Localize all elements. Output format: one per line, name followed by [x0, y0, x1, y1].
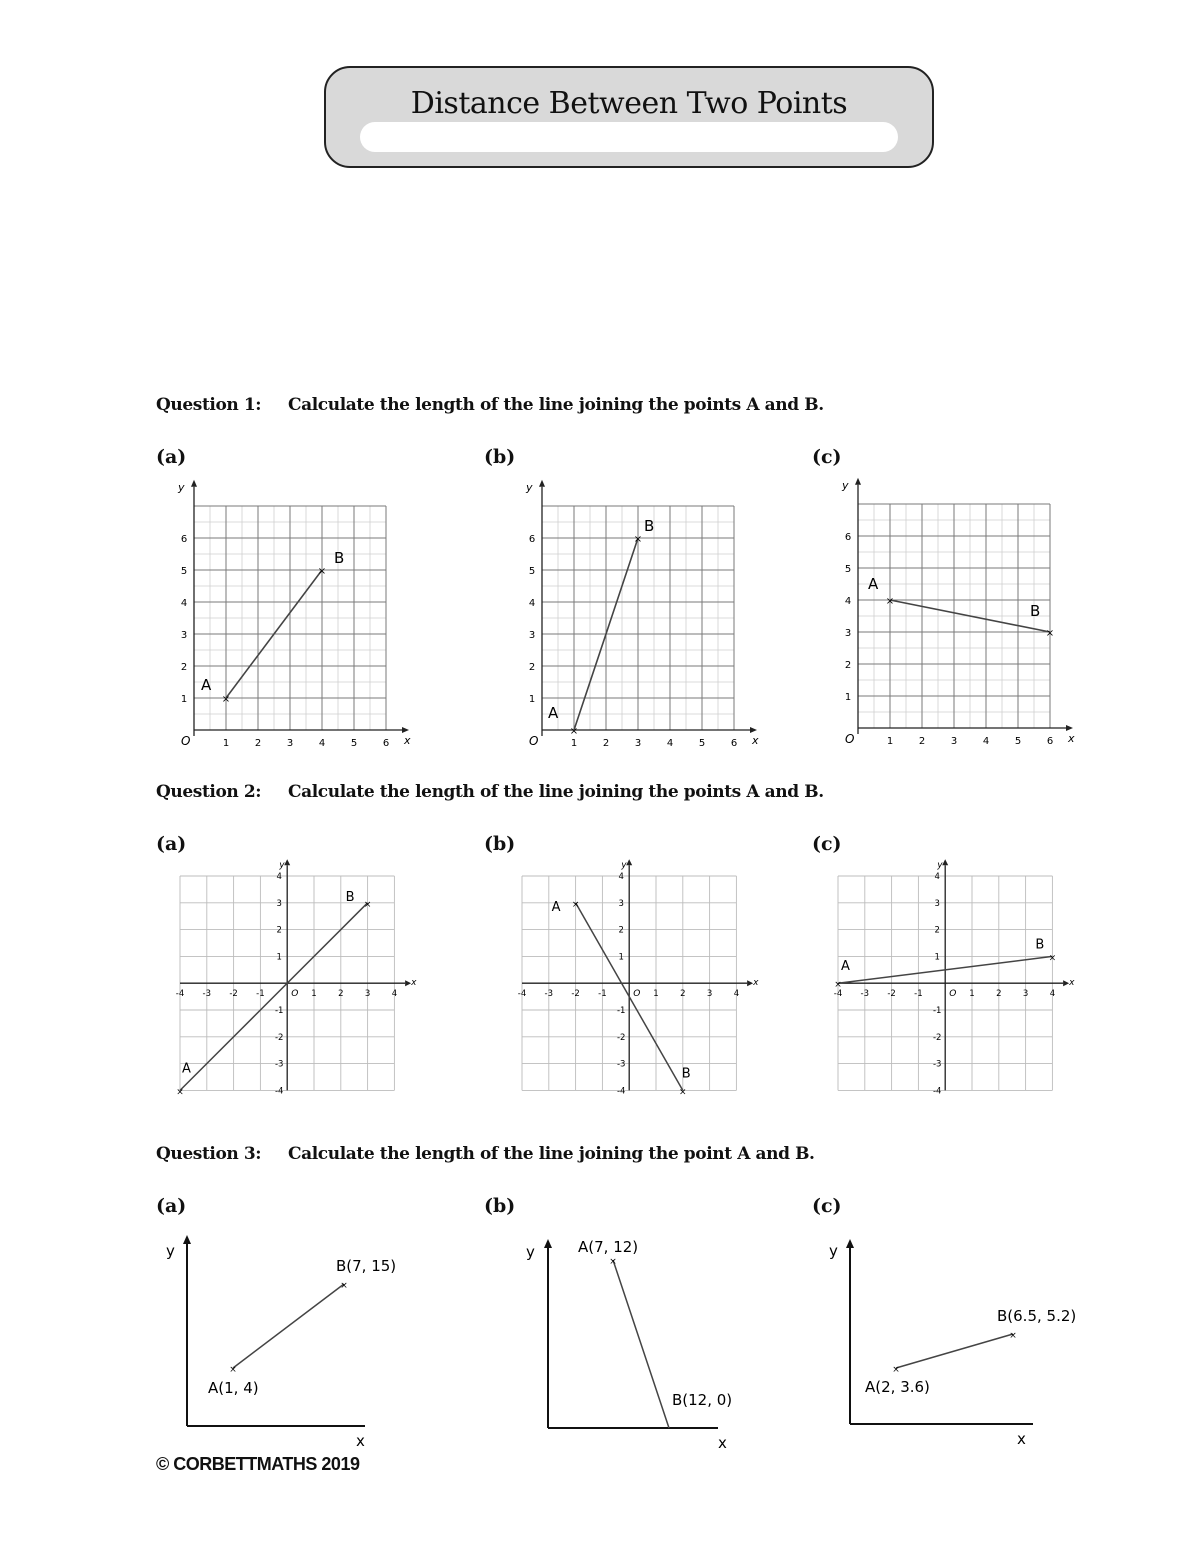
q2a-x-tick-label: 2 — [338, 989, 344, 1000]
q2a-y-tick-label: -2 — [274, 1032, 284, 1043]
q2a-origin-label: O — [291, 989, 299, 1000]
q2b-y-tick-label: 4 — [618, 872, 624, 882]
q1c-point-a-label: A — [868, 575, 879, 593]
q2c-y-tick-label: 2 — [934, 925, 940, 936]
q3b-x-label: x — [718, 1434, 727, 1452]
q1b-point-a-label: A — [548, 704, 559, 722]
q2b-point-b-marker: × — [679, 1087, 687, 1098]
q2a-point-a-label: A — [182, 1061, 191, 1077]
q1-part-a-label: (a) — [156, 446, 187, 468]
q2b-y-arrow — [626, 859, 632, 865]
q1a-x-tick-label: 4 — [318, 738, 326, 749]
q1a-x-tick-label: 3 — [286, 738, 294, 749]
q2c-x-tick-label: 1 — [969, 989, 975, 1000]
q2c-point-b-label: B — [1035, 937, 1045, 953]
q2a-point-b-label: B — [345, 889, 355, 905]
q2c-x-tick-label: -3 — [860, 989, 870, 1000]
q2b-y-tick-label: -1 — [616, 1006, 626, 1016]
q1a-y-tick-label: 6 — [180, 534, 188, 545]
q1b-point-b-marker: × — [633, 534, 643, 545]
q2b-y-tick-label: 1 — [618, 952, 624, 963]
q1c-y-tick-label: 3 — [844, 628, 852, 639]
q1c-x-tick-label: 6 — [1046, 736, 1054, 747]
q1b-x-tick-label: 1 — [570, 738, 578, 749]
q3c-point-b-marker: × — [1009, 1331, 1017, 1341]
q1a-point-a-label: A — [201, 676, 212, 694]
q3b-graph — [512, 1230, 772, 1455]
q2a-point-a-marker: × — [176, 1087, 184, 1098]
q3c-point-a-marker: × — [892, 1365, 900, 1375]
q1-part-b-label: (b) — [484, 446, 516, 468]
q1a-x-arrow — [402, 727, 409, 733]
q1c-x-tick-label: 1 — [886, 736, 894, 747]
q2c-origin-label: O — [949, 989, 957, 1000]
q3a-point-a-marker: × — [229, 1365, 237, 1375]
q1b-x-tick-label: 3 — [634, 738, 642, 749]
q1a-point-b-label: B — [334, 549, 345, 567]
q3c-segment — [896, 1334, 1013, 1368]
q2a-y-tick-label: 4 — [276, 872, 282, 882]
q1b-y-label: y — [526, 480, 533, 494]
q2b-x-tick-label: 4 — [733, 989, 740, 1000]
q2a-y-tick-label: 2 — [276, 925, 282, 936]
q2a-point-b-marker: × — [363, 899, 372, 910]
q1a-y-tick-label: 2 — [180, 662, 188, 673]
q1a-y-tick-label: 5 — [180, 566, 188, 577]
q1b-graph — [518, 480, 758, 750]
q1c-y-tick-label: 2 — [844, 660, 852, 671]
q2a-x-tick-label: 4 — [391, 989, 398, 1000]
q3b-point-a-label: A(7, 12) — [578, 1238, 639, 1256]
copyright-footer: © CORBETTMATHS 2019 — [156, 1454, 360, 1474]
q3a-point-b-label: B(7, 15) — [336, 1257, 397, 1275]
q1a-x-tick-label: 1 — [222, 738, 230, 749]
q1b-x-tick-label: 2 — [602, 738, 610, 749]
q2b-point-a-marker: × — [571, 899, 580, 910]
q3a-y-arrow — [183, 1235, 191, 1244]
q2c-x-tick-label: 2 — [996, 989, 1002, 1000]
q2a-y-tick-label: -4 — [274, 1086, 284, 1097]
q1b-x-arrow — [750, 727, 757, 733]
q2-part-b-label: (b) — [484, 833, 516, 855]
q1b-y-tick-label: 6 — [528, 534, 536, 545]
q3-part-b-label: (b) — [484, 1195, 516, 1217]
q1b-y-arrow — [539, 480, 545, 487]
q2b-point-a-label: A — [551, 899, 561, 915]
q2c-point-a-marker: × — [834, 980, 842, 991]
q2c-y-tick-label: 3 — [934, 898, 940, 909]
q1c-point-b-label: B — [1030, 602, 1041, 620]
q2b-x-tick-label: -1 — [598, 989, 607, 1000]
q1a-y-tick-label: 1 — [180, 694, 188, 705]
q2c-y-arrow — [942, 859, 948, 865]
q2a-y-tick-label: 3 — [276, 898, 282, 909]
q1b-y-tick-label: 2 — [528, 662, 536, 673]
q2b-x-tick-label: -2 — [571, 989, 580, 1000]
page-title: Distance Between Two Points — [410, 86, 848, 121]
q2c-y-tick-label: -1 — [932, 1006, 942, 1016]
question-2-text: Calculate the length of the line joining the points A and B. — [288, 782, 824, 802]
q2b-y-tick-label: 2 — [618, 925, 624, 936]
q1b-x-tick-label: 5 — [698, 738, 706, 749]
q2a-x-label: x — [411, 978, 417, 989]
q3a-segment — [233, 1284, 344, 1368]
q2a-x-tick-label: 1 — [311, 989, 317, 1000]
q1c-y-tick-label: 6 — [844, 532, 852, 543]
q2c-x-tick-label: -2 — [887, 989, 896, 1000]
q3b-y-arrow — [544, 1239, 552, 1248]
q1a-point-b-marker: × — [317, 566, 327, 577]
q1a-x-tick-label: 6 — [382, 738, 390, 749]
q3a-x-label: x — [356, 1432, 365, 1450]
q2b-graph — [514, 856, 759, 1098]
q1c-y-tick-label: 5 — [844, 564, 852, 575]
q2a-x-tick-label: -2 — [229, 989, 238, 1000]
q2a-x-tick-label: -3 — [202, 989, 212, 1000]
q2c-y-tick-label: -2 — [932, 1032, 942, 1043]
q2a-graph — [172, 856, 417, 1098]
q2b-x-tick-label: 2 — [680, 989, 686, 1000]
q1a-point-a-marker: × — [221, 694, 231, 705]
q1a-origin-label: O — [181, 734, 191, 748]
title-subtitle-redacted — [360, 122, 898, 152]
q1c-y-tick-label: 4 — [844, 596, 852, 607]
question-2-header — [156, 782, 824, 802]
q3b-y-label: y — [526, 1243, 535, 1261]
q1a-y-tick-label: 3 — [180, 630, 188, 641]
q1b-y-tick-label: 5 — [528, 566, 536, 577]
q1b-point-b-label: B — [644, 517, 655, 535]
q1c-origin-label: O — [845, 732, 855, 746]
q2b-x-tick-label: 1 — [653, 989, 659, 1000]
q2c-graph — [830, 856, 1075, 1097]
q2a-x-tick-label: -4 — [175, 989, 185, 1000]
q1b-x-tick-label: 4 — [666, 738, 674, 749]
q1b-origin-label: O — [529, 734, 539, 748]
question-1-number: Question 1: — [156, 395, 262, 415]
q2c-x-tick-label: 4 — [1049, 989, 1056, 1000]
q2c-point-b-marker: × — [1048, 953, 1057, 964]
q1a-x-tick-label: 5 — [350, 738, 358, 749]
q2-part-a-label: (a) — [156, 833, 187, 855]
q1a-x-label: x — [404, 734, 411, 747]
q1c-point-a-marker: × — [885, 596, 895, 607]
q2c-x-tick-label: -4 — [833, 989, 843, 1000]
q1a-graph — [170, 480, 410, 750]
q1b-y-tick-label: 3 — [528, 630, 536, 641]
q2a-y-tick-label: 1 — [276, 952, 282, 963]
q1a-y-tick-label: 4 — [180, 598, 188, 609]
q3a-graph — [150, 1230, 410, 1455]
q1b-y-tick-label: 1 — [528, 694, 536, 705]
q2b-y-tick-label: -3 — [616, 1059, 626, 1070]
q3c-y-arrow — [846, 1239, 854, 1248]
q3b-point-b-label: B(12, 0) — [672, 1391, 733, 1409]
q1b-x-label: x — [752, 734, 759, 747]
q1c-x-tick-label: 3 — [950, 736, 958, 747]
q3a-y-label: y — [166, 1242, 175, 1260]
question-3-header — [156, 1144, 815, 1164]
q2c-y-tick-label: -3 — [932, 1059, 942, 1070]
q2a-y-label: y — [279, 860, 285, 871]
q2b-y-tick-label: -4 — [616, 1086, 626, 1097]
q2a-y-tick-label: -3 — [274, 1059, 284, 1070]
q2a-y-arrow — [284, 859, 290, 865]
q2c-x-tick-label: -1 — [914, 989, 923, 1000]
q3a-point-b-marker: × — [340, 1281, 348, 1291]
q2-part-c-label: (c) — [812, 833, 842, 855]
q1a-y-label: y — [178, 480, 185, 494]
question-3-text: Calculate the length of the line joining the point A and B. — [288, 1144, 815, 1164]
question-1-text: Calculate the length of the line joining the points A and B. — [288, 395, 824, 415]
q1c-x-label: x — [1068, 732, 1075, 745]
q1a-y-arrow — [191, 480, 197, 487]
q2a-x-tick-label: 3 — [364, 989, 371, 1000]
q1b-x-tick-label: 6 — [730, 738, 738, 749]
q3c-point-a-label: A(2, 3.6) — [865, 1378, 930, 1396]
q3c-x-label: x — [1017, 1430, 1026, 1448]
q1c-x-arrow — [1066, 725, 1073, 731]
q3-part-a-label: (a) — [156, 1195, 187, 1217]
question-1-header — [156, 395, 824, 415]
q1c-x-tick-label: 2 — [918, 736, 926, 747]
q1a-x-tick-label: 2 — [254, 738, 262, 749]
q2b-origin-label: O — [633, 989, 641, 1000]
q3-part-c-label: (c) — [812, 1195, 842, 1217]
q3b-segment — [613, 1260, 669, 1428]
q1c-y-label: y — [842, 478, 849, 492]
q2b-x-tick-label: -3 — [544, 989, 554, 1000]
q2b-x-tick-label: -4 — [517, 989, 527, 1000]
q1c-y-tick-label: 1 — [844, 692, 852, 703]
q3c-y-label: y — [829, 1242, 838, 1260]
q1b-y-tick-label: 4 — [528, 598, 536, 609]
q2c-x-label: x — [1069, 978, 1075, 989]
q1b-point-a-marker: × — [569, 726, 579, 737]
q2a-y-tick-label: -1 — [274, 1006, 284, 1016]
q2c-y-tick-label: -4 — [932, 1086, 942, 1097]
q1c-x-tick-label: 4 — [982, 736, 990, 747]
q2b-point-b-label: B — [681, 1066, 691, 1082]
q1c-graph — [834, 478, 1074, 748]
q2b-x-label: x — [753, 978, 759, 989]
question-2-number: Question 2: — [156, 782, 262, 802]
question-3-number: Question 3: — [156, 1144, 262, 1164]
q3b-point-a-marker: × — [609, 1257, 617, 1267]
q2b-x-tick-label: 3 — [706, 989, 713, 1000]
q2b-y-tick-label: 3 — [618, 898, 624, 909]
q2c-y-tick-label: 4 — [934, 872, 940, 882]
q2b-y-label: y — [621, 860, 627, 871]
q2b-y-tick-label: -2 — [616, 1032, 626, 1043]
q2c-y-label: y — [937, 860, 943, 871]
q1c-x-tick-label: 5 — [1014, 736, 1022, 747]
q2c-point-a-label: A — [841, 959, 850, 975]
q2a-x-tick-label: -1 — [256, 989, 265, 1000]
q1-part-c-label: (c) — [812, 446, 842, 468]
q3c-graph — [815, 1230, 1090, 1455]
title-box — [324, 66, 934, 168]
q2c-x-tick-label: 3 — [1022, 989, 1029, 1000]
q3c-point-b-label: B(6.5, 5.2) — [997, 1307, 1077, 1325]
q2c-y-tick-label: 1 — [934, 952, 940, 963]
q1c-y-arrow — [855, 478, 861, 485]
q3a-point-a-label: A(1, 4) — [208, 1379, 259, 1397]
q1c-point-b-marker: × — [1045, 628, 1055, 639]
